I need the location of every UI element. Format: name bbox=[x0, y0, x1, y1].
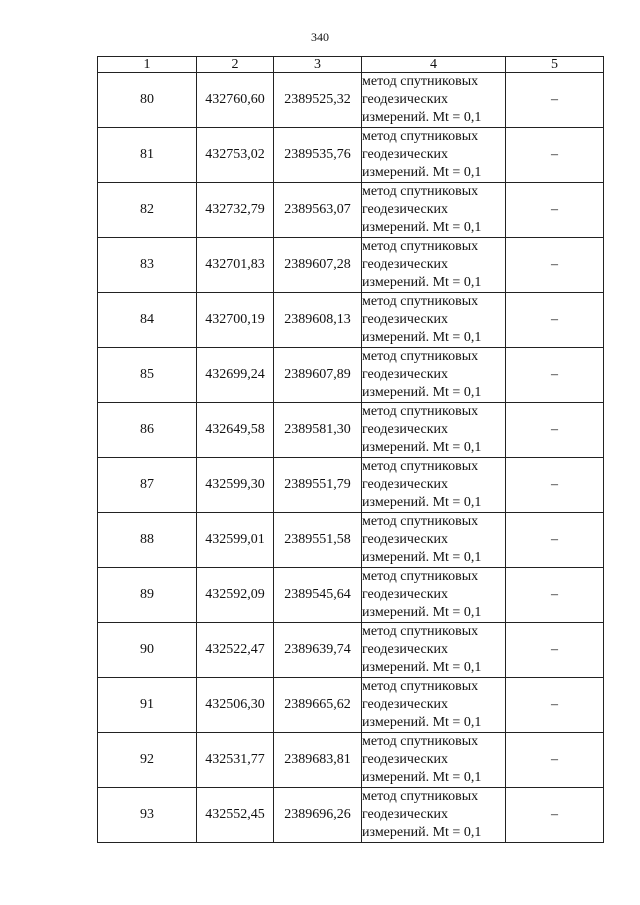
method-cell bbox=[362, 183, 506, 238]
coordinate-y-cell: 2389696,26 bbox=[274, 788, 362, 843]
method-line: геодезических bbox=[362, 532, 449, 547]
table-row bbox=[98, 568, 604, 623]
coordinate-y-cell: 2389581,30 bbox=[274, 403, 362, 458]
point-number-cell: 93 bbox=[98, 788, 197, 843]
coordinate-y-cell: 2389551,58 bbox=[274, 513, 362, 568]
method-line: измерений. Mt = 0,1 bbox=[362, 220, 482, 235]
method-line: метод спутниковых bbox=[362, 349, 479, 364]
point-number-cell: 81 bbox=[98, 128, 197, 183]
point-number-cell: 80 bbox=[98, 73, 197, 128]
column-header-2: 2 bbox=[197, 57, 274, 73]
note-cell: – bbox=[506, 348, 604, 403]
method-line: измерений. Mt = 0,1 bbox=[362, 605, 482, 620]
coordinate-x-cell: 432599,30 bbox=[197, 458, 274, 513]
table-row bbox=[98, 623, 604, 678]
method-line: метод спутниковых bbox=[362, 514, 479, 529]
coordinate-x-cell: 432649,58 bbox=[197, 403, 274, 458]
note-cell: – bbox=[506, 128, 604, 183]
method-line: метод спутниковых bbox=[362, 734, 479, 749]
table-row bbox=[98, 403, 604, 458]
note-cell: – bbox=[506, 238, 604, 293]
point-number-cell: 84 bbox=[98, 293, 197, 348]
point-number-cell: 85 bbox=[98, 348, 197, 403]
method-cell bbox=[362, 678, 506, 733]
table-row bbox=[98, 678, 604, 733]
coordinate-y-cell: 2389563,07 bbox=[274, 183, 362, 238]
note-cell: – bbox=[506, 678, 604, 733]
note-cell: – bbox=[506, 568, 604, 623]
point-number-cell: 91 bbox=[98, 678, 197, 733]
method-line: измерений. Mt = 0,1 bbox=[362, 385, 482, 400]
note-cell: – bbox=[506, 733, 604, 788]
method-line: геодезических bbox=[362, 752, 449, 767]
coordinate-x-cell: 432753,02 bbox=[197, 128, 274, 183]
method-line: измерений. Mt = 0,1 bbox=[362, 330, 482, 345]
method-cell bbox=[362, 73, 506, 128]
point-number-cell: 88 bbox=[98, 513, 197, 568]
method-line: метод спутниковых bbox=[362, 239, 479, 254]
method-line: метод спутниковых bbox=[362, 404, 479, 419]
coordinate-x-cell: 432552,45 bbox=[197, 788, 274, 843]
method-line: метод спутниковых bbox=[362, 789, 479, 804]
method-line: измерений. Mt = 0,1 bbox=[362, 110, 482, 125]
coordinate-y-cell: 2389665,62 bbox=[274, 678, 362, 733]
method-line: измерений. Mt = 0,1 bbox=[362, 440, 482, 455]
column-header-5: 5 bbox=[506, 57, 604, 73]
coordinate-y-cell: 2389525,32 bbox=[274, 73, 362, 128]
method-line: геодезических bbox=[362, 697, 449, 712]
note-cell: – bbox=[506, 293, 604, 348]
coordinate-y-cell: 2389607,89 bbox=[274, 348, 362, 403]
method-line: геодезических bbox=[362, 147, 449, 162]
method-cell bbox=[362, 623, 506, 678]
table-row bbox=[98, 513, 604, 568]
point-number-cell: 92 bbox=[98, 733, 197, 788]
method-line: метод спутниковых bbox=[362, 624, 479, 639]
point-number-cell: 86 bbox=[98, 403, 197, 458]
method-line: метод спутниковых bbox=[362, 294, 479, 309]
method-line: измерений. Mt = 0,1 bbox=[362, 825, 482, 840]
table-row bbox=[98, 128, 604, 183]
table-header-row bbox=[98, 57, 604, 73]
coordinate-x-cell: 432506,30 bbox=[197, 678, 274, 733]
method-cell bbox=[362, 788, 506, 843]
coordinates-table bbox=[97, 56, 604, 843]
coordinate-x-cell: 432522,47 bbox=[197, 623, 274, 678]
point-number-cell: 89 bbox=[98, 568, 197, 623]
coordinate-x-cell: 432732,79 bbox=[197, 183, 274, 238]
method-cell bbox=[362, 513, 506, 568]
method-line: метод спутниковых bbox=[362, 569, 479, 584]
method-cell bbox=[362, 293, 506, 348]
method-line: геодезических bbox=[362, 257, 449, 272]
table-row bbox=[98, 348, 604, 403]
method-line: метод спутниковых bbox=[362, 459, 479, 474]
note-cell: – bbox=[506, 458, 604, 513]
table-row bbox=[98, 293, 604, 348]
method-cell bbox=[362, 733, 506, 788]
method-line: измерений. Mt = 0,1 bbox=[362, 275, 482, 290]
method-line: метод спутниковых bbox=[362, 74, 479, 89]
note-cell: – bbox=[506, 403, 604, 458]
table-row bbox=[98, 238, 604, 293]
table-row bbox=[98, 788, 604, 843]
method-line: геодезических bbox=[362, 202, 449, 217]
coordinate-x-cell: 432599,01 bbox=[197, 513, 274, 568]
method-cell bbox=[362, 568, 506, 623]
method-line: метод спутниковых bbox=[362, 129, 479, 144]
coordinate-x-cell: 432699,24 bbox=[197, 348, 274, 403]
coordinate-y-cell: 2389551,79 bbox=[274, 458, 362, 513]
page-number: 340 bbox=[311, 30, 329, 44]
point-number-cell: 82 bbox=[98, 183, 197, 238]
table-row bbox=[98, 733, 604, 788]
table-row bbox=[98, 73, 604, 128]
coordinate-y-cell: 2389639,74 bbox=[274, 623, 362, 678]
method-line: измерений. Mt = 0,1 bbox=[362, 660, 482, 675]
method-line: геодезических bbox=[362, 367, 449, 382]
coordinate-x-cell: 432531,77 bbox=[197, 733, 274, 788]
method-line: метод спутниковых bbox=[362, 679, 479, 694]
method-line: измерений. Mt = 0,1 bbox=[362, 550, 482, 565]
method-line: измерений. Mt = 0,1 bbox=[362, 165, 482, 180]
coordinate-y-cell: 2389545,64 bbox=[274, 568, 362, 623]
method-line: геодезических bbox=[362, 422, 449, 437]
note-cell: – bbox=[506, 183, 604, 238]
note-cell: – bbox=[506, 788, 604, 843]
method-cell bbox=[362, 403, 506, 458]
point-number-cell: 83 bbox=[98, 238, 197, 293]
note-cell: – bbox=[506, 623, 604, 678]
point-number-cell: 87 bbox=[98, 458, 197, 513]
method-line: измерений. Mt = 0,1 bbox=[362, 715, 482, 730]
method-line: геодезических bbox=[362, 312, 449, 327]
method-line: измерений. Mt = 0,1 bbox=[362, 770, 482, 785]
method-line: метод спутниковых bbox=[362, 184, 479, 199]
coordinate-y-cell: 2389608,13 bbox=[274, 293, 362, 348]
column-header-1: 1 bbox=[98, 57, 197, 73]
coordinate-y-cell: 2389607,28 bbox=[274, 238, 362, 293]
coordinate-x-cell: 432760,60 bbox=[197, 73, 274, 128]
method-line: геодезических bbox=[362, 642, 449, 657]
method-line: геодезических bbox=[362, 587, 449, 602]
column-header-4: 4 bbox=[362, 57, 506, 73]
note-cell: – bbox=[506, 73, 604, 128]
coordinate-x-cell: 432592,09 bbox=[197, 568, 274, 623]
table-row bbox=[98, 458, 604, 513]
method-line: геодезических bbox=[362, 807, 449, 822]
point-number-cell: 90 bbox=[98, 623, 197, 678]
method-cell bbox=[362, 348, 506, 403]
method-line: измерений. Mt = 0,1 bbox=[362, 495, 482, 510]
method-line: геодезических bbox=[362, 477, 449, 492]
method-cell bbox=[362, 128, 506, 183]
method-line: геодезических bbox=[362, 92, 449, 107]
column-header-3: 3 bbox=[274, 57, 362, 73]
coordinate-y-cell: 2389535,76 bbox=[274, 128, 362, 183]
method-cell bbox=[362, 458, 506, 513]
table-row bbox=[98, 183, 604, 238]
coordinate-x-cell: 432701,83 bbox=[197, 238, 274, 293]
note-cell: – bbox=[506, 513, 604, 568]
coordinate-y-cell: 2389683,81 bbox=[274, 733, 362, 788]
coordinate-x-cell: 432700,19 bbox=[197, 293, 274, 348]
method-cell bbox=[362, 238, 506, 293]
